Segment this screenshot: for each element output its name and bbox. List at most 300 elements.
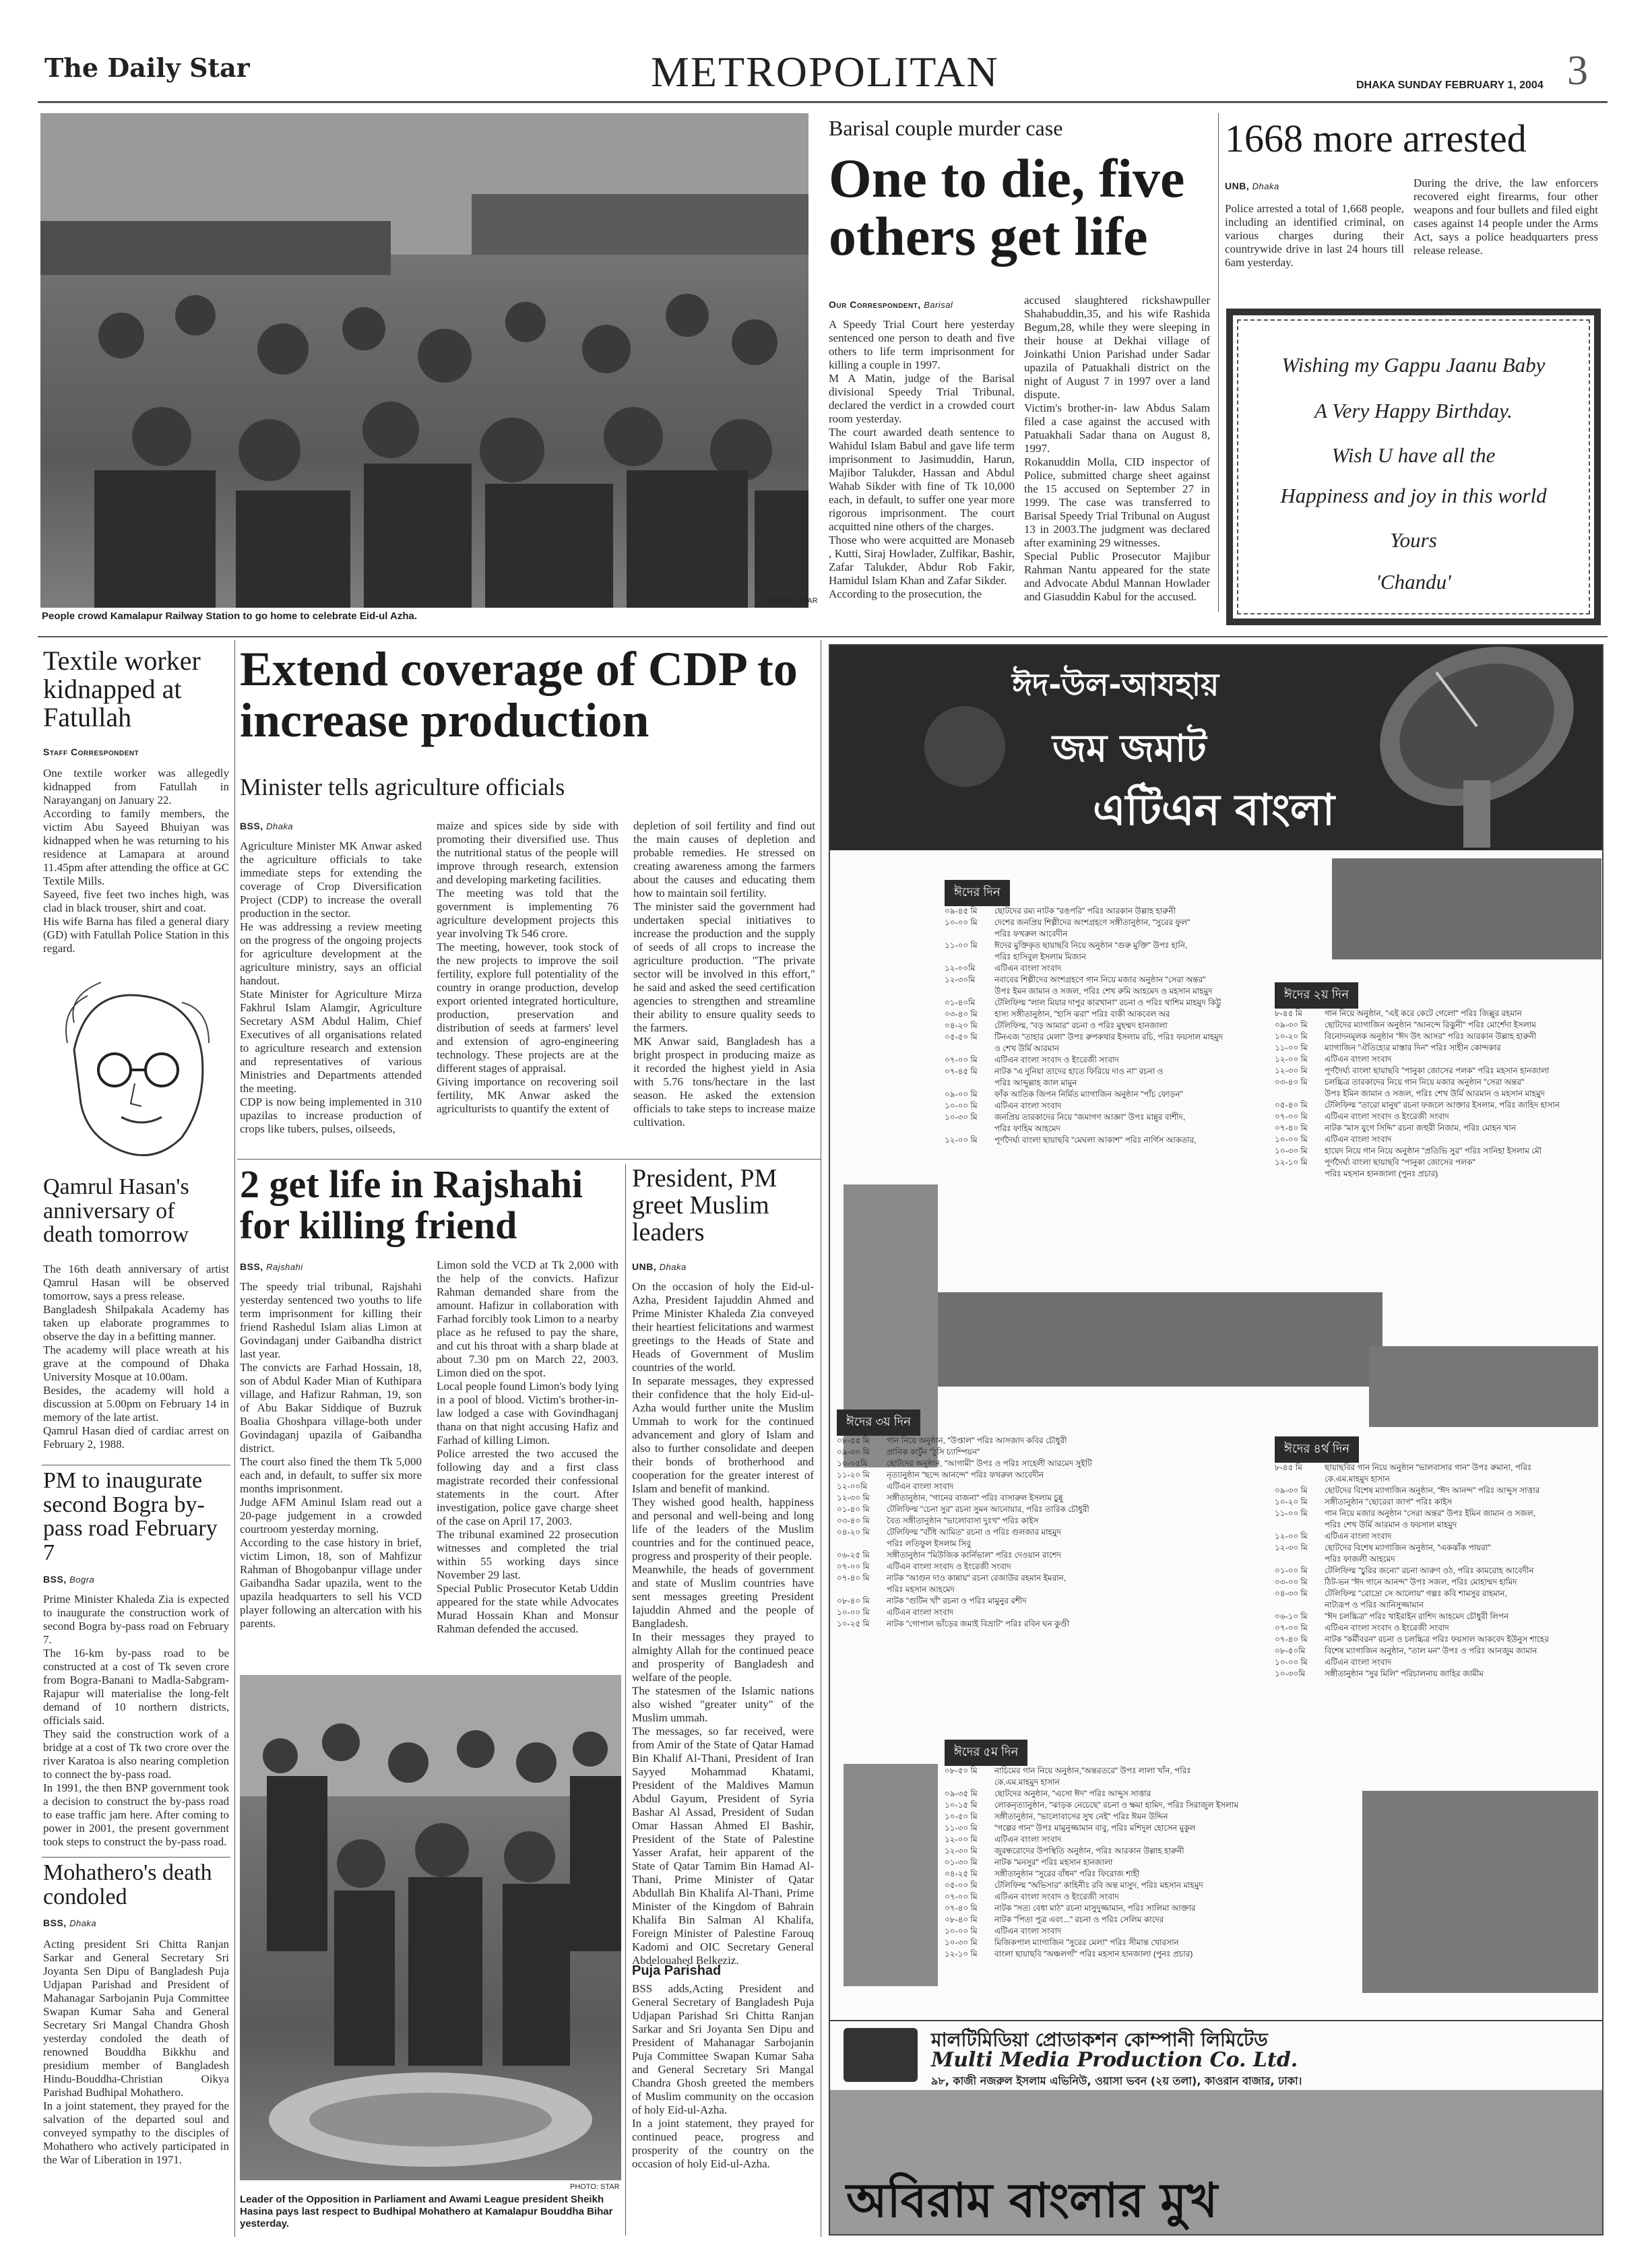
schedule-row (1275, 1542, 1602, 1554)
schedule-program: চলচ্চিত্র তারকাদের নিয়ে গান নিয়ে মজার অনুষ্ঠান "সেরা অন্তর" (1325, 1077, 1525, 1087)
day3-schedule (837, 1435, 1254, 1630)
mohathero-byline-place: Dhaka (69, 1918, 97, 1928)
schedule-time: ০১-৩০ মি (945, 1858, 978, 1867)
schedule-program: বৈত সঙ্গীতানুষ্ঠান "ভালোবাসা দুঃখ" পরিঃ কাইস (887, 1516, 1039, 1525)
schedule-row (1275, 1531, 1602, 1542)
schedule-program: এটিএন বাংলা সংবাদ (1325, 1531, 1392, 1541)
greet-headline: President, PM greet Muslim leaders (632, 1164, 777, 1246)
schedule-time: ০৭-০০ মি (837, 1562, 870, 1571)
schedule-row (1275, 1145, 1602, 1157)
schedule-row (1275, 1611, 1602, 1622)
arrested-byline-source: UNB, (1225, 181, 1250, 191)
schedule-row (1275, 1008, 1602, 1019)
schedule-row (945, 1788, 1356, 1800)
hasina-photo-image (240, 1675, 621, 2180)
day5-schedule (945, 1765, 1356, 1960)
schedule-time: ০৯-৪৫ মি (945, 906, 978, 916)
schedule-program: এটিএন বাংলা সংবাদ (994, 1101, 1062, 1110)
schedule-time: ১০-০০ মি (1275, 1657, 1308, 1667)
schedule-row (1275, 1122, 1602, 1134)
murder-col-1: A Speedy Trial Court here yesterday sentenced one person to death and five others to life term imprisonment for killing a couple in 1997. M A Matin, judge of the Barisal divisional Speedy Trial Tribunal, declared the verdict in a crowded court room yesterday. The court awarded death sentence to Wahidul Islam Babul and gave life term imprisonment to Jasimuddin, Harun, Majibor Talukder, Hassan and Abdul Wahab Sikder with fine of Tk 10,000 each, in default, to suffer one year more rigorous imprisonment. The court acquitted nine others of the charges. Those who were acquitted are Monaseb , Kutti, Siraj Howlader, Zulfikar, Bashir, Zafar Talukder, Abdur Rob Fakir, Hamidul Islam Khan and Zafar Sikder. According to the prosecution, the (829, 318, 1015, 600)
qamrul-body: The 16th death anniversary of artist Qamrul Hasan will be observed tomorrow, says a press release. Bangladesh Shilpakala Academy has taken up elaborate programmes to observe the day in a befitting manner. The academy will place wreath at his grave at the compound of Dhaka University Mosque at 10.00am. Besides, the academy will hold a discussion at 5.00pm on February 14 in memory of the late artist. Qamrul Hasan died of cardiac arrest on February 2, 1988. (43, 1263, 229, 1451)
schedule-time: ০৪-২৫ মি (945, 1869, 978, 1878)
schedule-row (945, 1009, 1322, 1020)
schedule-row (1275, 1634, 1602, 1645)
schedule-row (945, 917, 1322, 928)
schedule-row (837, 1435, 1254, 1447)
day5-photos-right (1362, 1791, 1598, 1993)
schedule-row (837, 1504, 1254, 1515)
schedule-row (1275, 1473, 1602, 1485)
schedule-program: টেলিফিল্ম "তারো মানুষ" রচনা ফজলে আক্তার ইসলাম, পরিঃ জাহিদ হাসান (1325, 1100, 1560, 1110)
schedule-time: ১২-০০ মি (1275, 1054, 1308, 1064)
schedule-time: ১০-০০ মি (945, 1926, 978, 1936)
schedule-row (945, 1868, 1356, 1880)
birthday-ad (1226, 309, 1601, 625)
atn-brand-line: এটিএন বাংলা (1093, 786, 1335, 835)
schedule-program: বিনোদনমূলক অনুষ্ঠান "ঈদ উৎ আসর" পরিঃ আরকান উল্লাহ হারুনী (1325, 1032, 1537, 1041)
day4-schedule (1275, 1462, 1602, 1680)
birthday-ad-line-4: Happiness and joy in this world (1280, 484, 1547, 507)
schedule-program: নাটক "গুটিন খাঁ" রচনা ও পরিঃ মামুনুর রশীদ (887, 1596, 1027, 1606)
schedule-time: ১১-২০ মি (837, 1470, 870, 1480)
schedule-program: পরিঃ আব্দুল্লাহ জাল মামুন (994, 1078, 1077, 1087)
day3-photos (938, 1292, 1383, 1387)
schedule-row (837, 1573, 1254, 1584)
schedule-row (837, 1561, 1254, 1573)
schedule-row (1275, 1462, 1602, 1473)
schedule-program: পরিঃ মহসান হানজালা (পুনঃ প্রচার) (1325, 1169, 1438, 1178)
schedule-row (945, 1089, 1322, 1100)
cdp-byline-place: Dhaka (266, 821, 294, 831)
birthday-ad-line-5: Yours (1390, 528, 1437, 552)
schedule-row (945, 1903, 1356, 1914)
schedule-program: মিজিকপাল ম্যাগাজিন "সুরের মেলা" পরিঃ সীমান্ত খোরসান (994, 1938, 1179, 1947)
schedule-row (945, 1834, 1356, 1845)
bogra-byline (43, 1574, 94, 1585)
schedule-time: ০৫-০০ মি (945, 1880, 978, 1890)
schedule-program: ছোটদের অনুষ্ঠান, "আগামী" উপঃ ও পরিঃ সাহেলী আরমেদ সুইটি (887, 1459, 1092, 1468)
schedule-time: ০৭-৪০ মি (1275, 1635, 1308, 1644)
schedule-time: ১০-০০ মি (837, 1608, 870, 1617)
bogra-byline-place: Bogra (69, 1575, 95, 1585)
rajshahi-headline: 2 get life in Rajshahi for killing friend (240, 1162, 583, 1247)
schedule-time: ০৭-০০ মি (945, 1892, 978, 1901)
schedule-time: ০৭-৪০ মি (1275, 1123, 1308, 1133)
schedule-program: টেলিফিল্ম, "বড় আমার" রচনা ও পরিঃ মুহম্মদ হানজালা (994, 1021, 1168, 1030)
schedule-program: এটিএন বাংলা সংবাদ (1325, 1657, 1392, 1667)
schedule-row (1275, 1168, 1602, 1180)
producer-name-bn: মালটিমিডিয়া প্রোডাকশন কোম্পানী লিমিটেড (931, 2029, 1268, 2051)
schedule-row (1275, 1031, 1602, 1042)
schedule-row (1275, 1554, 1602, 1565)
schedule-row (945, 1811, 1356, 1822)
murder-headline: One to die, five others get life (829, 148, 1185, 267)
schedule-program: সঙ্গীতানুষ্ঠান "মিউজিক কার্নিভাল" পরিঃ দেওয়ান রাশেদ (887, 1550, 1062, 1560)
schedule-row (1275, 1157, 1602, 1168)
atn-mid-line: জম জমাট (1052, 727, 1207, 771)
schedule-row (945, 1845, 1356, 1857)
schedule-program: নাটক "মনসুর" পরিঃ মহসান হানজালা (994, 1858, 1113, 1867)
schedule-row (945, 1857, 1356, 1868)
schedule-time: ০১-৪০ মি (837, 1504, 870, 1514)
schedule-row (945, 1032, 1322, 1043)
day1-schedule (945, 906, 1322, 1146)
schedule-program: ঠিট-ভন "ঈদ গানে আনন্দ" উপঃ সজল, পরিঃ মোহাম্মদ হামিদ (1325, 1577, 1517, 1587)
schedule-row (1275, 1508, 1602, 1519)
schedule-row (1275, 1519, 1602, 1531)
schedule-program: পরিঃ মহসান আহমেদ (887, 1585, 955, 1594)
schedule-program: নাটক "মাস যুগে সিদ্দি" রচনা জহুরী নিজাম, পরিঃ মোহন খান (1325, 1123, 1516, 1133)
mohathero-byline (43, 1917, 96, 1928)
slogan-text: অবিরাম বাংলার মুখ (846, 2173, 1218, 2228)
schedule-program: জুরন্ধরোদের উপস্থিতি অনুষ্ঠান, পরিঃ আরকান উল্লাহ হারুনী (994, 1846, 1184, 1856)
schedule-time: ০৩-৪০ মি (837, 1516, 870, 1525)
schedule-program: এটিএন বাংলা সংবাদ (887, 1482, 954, 1491)
schedule-time: ০৬-২৫ মি (837, 1550, 870, 1560)
murder-kicker: Barisal couple murder case (829, 116, 1063, 140)
schedule-program: পরিঃ লতিফুল ইসলাম সিবু (887, 1539, 971, 1548)
schedule-program: সঙ্গীতানুষ্ঠান "ছোরেরা জাগ" পরিঃ কাইস (1325, 1497, 1453, 1507)
producer-block (830, 2020, 1602, 2089)
schedule-row (1275, 1588, 1602, 1599)
schedule-time: ১২-০০ মি (945, 1135, 978, 1145)
murder-byline-source: Our Correspondent, (829, 299, 921, 310)
hasina-photo-caption: Leader of the Opposition in Parliament and Awami League president Sheikh Hasina pays last respect to Budhipal Mohathero at Kamalapur Bouddha Bihar yesterday. (240, 2194, 613, 2229)
murder-col-2: accused slaughtered rickshawpuller Shahabuddin,35, and his wife Rashida Begum,28, while they were sleeping in their house at Dekhai village of Joinkathi Union Parishad under Sadar upazila of Patuakhali district on the night of August 7 in 1997 over a land dispute. Victim's brother-in- law Abdus Salam filed a case against the accused with Patuakhali Sadar thana on August 8, 1997. Rokanuddin Molla, CID inspector of Police, submitted charge sheet against the 15 accused on September 27 in 1999. The case was transferred to Barisal Speedy Trial Tribunal on August 13 in 2003.The judgment was declared after examining 29 witnesses. Special Public Prosecutor Majibur Rahman Nantu appeared for the state and Advocate Abdul Mannan Howlader and Giasuddin Kabul for the accused. (1024, 294, 1210, 603)
schedule-program: টেলিফিল্ম "অভিসার" কাহিনীঃ রবি অন্ত মাসুদ, পরিঃ মহসান মাহমুদ (994, 1880, 1203, 1890)
schedule-time: ১২-০০মি (837, 1482, 868, 1491)
schedule-program: ছোটদের ম্যাগাজিন অনুষ্ঠান "আনন্দে রিঝুনী" পরিঃ মোর্শেদা ইসলাম (1325, 1020, 1536, 1029)
schedule-row (1275, 1668, 1602, 1680)
schedule-program: ফাঁক আতিক জিপন নির্মিত ম্যাগাজিন অনুষ্ঠান "পাঁচ ফোড়ন" (994, 1089, 1183, 1099)
schedule-program: পূর্ণদৈর্ঘ্য বাংলা ছায়াছবি "পানুকা জোসের পলক" পরিঃ মহসান হানজালা (1325, 1066, 1550, 1075)
schedule-time: ১০-৫০ মি (945, 1812, 978, 1821)
schedule-time: ০৭-৪০ মি (945, 1903, 978, 1913)
schedule-time: ১২-৩০ মি (1275, 1066, 1308, 1075)
schedule-time: ০৪-২০ মি (837, 1527, 870, 1537)
schedule-row (1275, 1065, 1602, 1077)
schedule-program: এটিএন বাংলা সংবাদ (994, 963, 1062, 973)
schedule-program: টেলিফিল্ম "চেনা সুর" রচনা সুমন আনোয়ার, পরিঃ তারিক চৌধুরী (887, 1504, 1089, 1514)
schedule-row (837, 1595, 1254, 1607)
hasina-photo-credit: PHOTO: STAR (570, 2183, 620, 2191)
schedule-row (945, 1880, 1356, 1891)
greet-body: On the occasion of holy the Eid-ul-Azha, President Iajuddin Ahmed and Prime Minister Khaleda Zia conveyed their heartiest felicitations and warmest greetings to the Heads of State and Heads of Government of Muslim countries of the world. In separate messages, they expressed their confidence that the holy Eid-ul-Azha would further unite the Muslim Ummah to work for the continued advancement and glory of Islam and also to further consolidate and deepen their bonds of brotherhood and cooperation for the greater interest of Islam and benefit of mankind. They wished good health, happiness and personal and well-being and long life of the leaders of the Muslim countries and for the continued peace, progress and prosperity of their people. Meanwhile, the heads of government and state of Muslim countries have sent messages greeting President Iajuddin Ahmed and the people of Bangladesh. In their messages they prayed to almighty Allah for the continued peace and prosperity of Bangladesh and welfare of the people. The statesmen of the Islamic nations also wished "greater unity" of the Muslim ummah. The messages, so far received, were from Amir of the State of Qatar Hamad Bin Khalif Al-Thani, President of Iran Sayyed Mohammad Khatami, President of the Maldives Mamun Abdul Gayum, President of Syria Bashar Al Assad, President of Sudan Omar Hassan Ahmed El Bashir, President of the State of Palestine Yasser Arafat, heir apparent of the State of Qatar Tamim Bin Hamad Al-Thani, Prime Minister of Qatar Abdullah Bin Khalifa Al-Thani, Prime Minister of the Kingdom of Bahrain Khalifa Bin Salman Al Khalifa, Foreign Minister of Palestine Farouq Kadomi and OIC Secretary General Abdelouahed Belkeziz. (632, 1280, 814, 1967)
schedule-time: ০৭-০০ মি (1275, 1112, 1308, 1121)
schedule-program: লোকনৃত্যানুষ্ঠান, "ঝাড়ক নেচেছে" রচনা ও ক্ষমা হামিদ, পরিঃ সিরাজুল ইসলাম (994, 1800, 1239, 1810)
schedule-row (945, 1914, 1356, 1926)
schedule-time: ০৯-৩০ মি (1275, 1486, 1308, 1495)
schedule-row (837, 1515, 1254, 1527)
schedule-program: উপঃ ইমন জামান ও সজল, পরিঃ শেখ রুমি আহমেদ ও মহসান মাহমুদ (994, 986, 1213, 996)
birthday-ad-line-1: Wishing my Gappu Jaanu Baby (1281, 353, 1546, 377)
schedule-row (1275, 1485, 1602, 1496)
schedule-time: ১২-০০ মি (1275, 1531, 1308, 1541)
schedule-program: এটিএন বাংলা সংবাদ (1325, 1054, 1392, 1064)
schedule-program: কে.এম.মাহমুদ হাসান (994, 1777, 1060, 1787)
cdp-byline (240, 821, 293, 831)
schedule-row (1275, 1657, 1602, 1668)
schedule-time: ০৬-১০ মি (1275, 1612, 1308, 1621)
rajshahi-byline-place: Rajshahi (266, 1262, 303, 1272)
schedule-program: জনপ্রিয় তারকাদের নিয়ে "জমাগণ আজ্ঞা" উপঃ মান্নুর বাশীদ, (994, 1112, 1186, 1122)
schedule-time: ১০-২০ মি (1275, 1497, 1308, 1507)
schedule-row (945, 1822, 1356, 1834)
birthday-ad-line-2: A Very Happy Birthday. (1314, 399, 1513, 422)
cdp-col-2: maize and spices side by side with promoting their diversified use. Thus the nutritional status of the people will improve through research, extension and developing marketing facilities. The meeting was told that the government is implementing 76 agriculture development projects this year involving Tk 546 crore. The meeting, however, took stock of the new projects to improve the soil fertility, explore full potentiality of the country in orange production, develop export oriented integrated horticulture, production, preservation and distribution of seeds at farmers' level and extension of agro-engineering technology. These projects are at the different stages of appraisal. Giving importance on recovering soil fertility, MK Anwar asked the agriculturists to quantify the extent of (437, 819, 618, 1115)
portrait-sketch-icon (47, 969, 226, 1171)
schedule-row (945, 974, 1322, 986)
schedule-program: নাটক "কর্মীবরন" রচনা ও চলচ্চিত্র পরিঃ ফয়সাল আকবেদ ইউনুস শাহের (1325, 1635, 1549, 1644)
station-photo-credit: PHOTO: STAR (768, 597, 818, 605)
schedule-time: ৮-৪৫ মি (1275, 1009, 1302, 1018)
greet-byline-place: Dhaka (659, 1262, 687, 1272)
murder-byline (829, 299, 953, 310)
schedule-row (1275, 1134, 1602, 1145)
schedule-time: ১০-০০ মি (945, 1101, 978, 1110)
schedule-time: ১১-০০ মি (1275, 1509, 1308, 1518)
schedule-row (837, 1607, 1254, 1618)
schedule-time: ১০-৩০মি (1275, 1669, 1306, 1678)
schedule-program: এটিএন বাংলা সংবাদ (994, 1926, 1062, 1936)
schedule-row (1275, 1111, 1602, 1122)
paper-logo: The Daily Star (44, 53, 250, 83)
schedule-time: ০৭-৪০ মি (837, 1573, 870, 1583)
schedule-time: ০৪-৩০ মি (1275, 1589, 1308, 1598)
schedule-program: এটিএন বাংলা সংবাদ ও ইংরেজী সংবাদ (994, 1892, 1119, 1901)
schedule-program: সঙ্গীতানুষ্ঠান, "ভালোবাসের সুখ নেই" পরিঃ ঈমন উদ্দিন (994, 1812, 1168, 1821)
schedule-time: ৮-৪৫ মি (1275, 1463, 1302, 1472)
schedule-time: ০৮-৪০ মি (945, 1915, 978, 1924)
schedule-row (945, 1135, 1322, 1146)
schedule-time: ১২-৩০ মি (837, 1493, 870, 1502)
bogra-byline-source: BSS, (43, 1574, 67, 1585)
schedule-time: ০৫-৫০ মি (945, 1032, 978, 1042)
schedule-program: ছোটদের বিশেষ ম্যাগাজিন অনুষ্ঠান, "একঝাঁক পায়রা" (1325, 1543, 1491, 1552)
schedule-time: ০১-৪০মি (945, 998, 976, 1007)
schedule-program: প্রানিক কার্টুন "ঠুসি চ্যাম্পিয়ন" (887, 1447, 980, 1457)
schedule-time: ১১-০০ মি (1275, 1043, 1308, 1052)
schedule-program: এটিএন বাংলা সংবাদ ও ইংরেজী সংবাদ (994, 1055, 1119, 1065)
schedule-program: কে.এম.মাহমুদ হাসান (1325, 1474, 1390, 1484)
day4-photos (1369, 1346, 1598, 1427)
schedule-program: বাংলা ছায়াছবি "অঞ্চলগাঁ" পরিঃ মহসান হানজালা (পুনঃ প্রচার) (994, 1949, 1193, 1959)
schedule-program: নাটক "আগুন দাও কান্নায়" রচনা রেজাউর রহমান ইমরান, (887, 1573, 1067, 1583)
schedule-time: ০৭-৪৫ মি (945, 1067, 978, 1076)
puja-title: Puja Parishad (632, 1963, 722, 1978)
schedule-program: পূর্ণদৈর্ঘ্য বাংলা ছায়াছবি "পানুকা জোসের পলক" (1325, 1158, 1475, 1167)
day2-rows (1275, 1008, 1602, 1180)
murder-byline-place: Barisal (924, 300, 953, 310)
schedule-time: ১১-০০ মি (945, 941, 978, 950)
schedule-program: বিশেষ ম্যাগাজিন অনুষ্ঠান, "তাল মন" উপঃ ও পরিঃ আনজুম জামান (1325, 1646, 1537, 1655)
greet-byline-source: UNB, (632, 1261, 657, 1272)
schedule-program: গান নিয়ে মজার অনুষ্ঠান "সেরা অন্তর" উপঃ ইমিন জামান ও সজল, (1325, 1509, 1536, 1518)
schedule-program: সঙ্গীতানুষ্ঠান, "গানের বাজনা" পরিঃ বাসারুল ইসলাম চুন্নু (887, 1493, 1063, 1502)
schedule-row (945, 1800, 1356, 1811)
schedule-program: ছোটদের বিশেষ ম্যাগাজিন অনুষ্ঠান, "ঈদ আনন্দ" পরিঃ আব্দুস সাত্তার (1325, 1486, 1540, 1495)
schedule-program: টিনএজ "তাহার মেলা" উপঃ রুপকথার ইসলাম রচি, পরিঃ ফয়সাল মাহমুদ (994, 1032, 1224, 1042)
schedule-row (945, 986, 1322, 997)
schedule-program: নাট্যরূপ ও পরিঃ আনিসুজ্জামান (1325, 1600, 1424, 1610)
schedule-row (837, 1492, 1254, 1504)
cdp-subhead: Minister tells agriculture officials (240, 773, 565, 800)
textile-byline: Staff Correspondent (43, 747, 139, 757)
schedule-row (945, 940, 1322, 951)
schedule-row (1275, 1077, 1602, 1088)
arrested-col-1: Police arrested a total of 1,668 people, including an identified criminal, on various charges during their countrywide drive in last 24 hours till 6am yesterday. (1225, 202, 1407, 269)
schedule-time: ১০-২৫ মি (837, 1619, 870, 1628)
schedule-row (837, 1481, 1254, 1492)
schedule-program: এটিএন বাংলা সংবাদ ও ইংরেজী সংবাদ (1325, 1112, 1449, 1121)
schedule-program: নবাবের শিল্পীদের অংশগ্রহণে গান নিয়ে মজার অনুষ্ঠান "সেরা অন্তর" (994, 975, 1206, 984)
col-rule-left (234, 640, 235, 2237)
schedule-program: ও শেখ উর্মি আরমান (994, 1044, 1060, 1053)
day1-rows (945, 906, 1322, 1146)
atn-ad (829, 644, 1603, 2236)
bogra-body: Prime Minister Khaleda Zia is expected to inaugurate the construction work of second Bogra by-pass road on February 7. The 16-km by-pass road to be constructed at a cost of Tk seven crore from Bogra-Banani to Madla-Sabgram-Rajapur will materialise the long-felt demand of 10 northern districts, officials said. They said the construction work of a bridge at a cost of Tk two crore over the river Karatoa is also nearing completion to connect the by-pass road. In 1991, the then BNP government took a decision to construct the by-pass road to ease traffic jam here. After coming to power in 2001, the present government took steps to construct the by-pass road. (43, 1593, 229, 1848)
atn-top-line: ঈদ-উল-আযহায় (1012, 666, 1219, 703)
schedule-time: ০৩-৪০ মি (945, 1009, 978, 1019)
schedule-program: এটিএন বাংলা সংবাদ (1325, 1135, 1392, 1144)
arrested-byline (1225, 181, 1279, 191)
schedule-row (945, 963, 1322, 974)
schedule-row (945, 1123, 1322, 1135)
schedule-time: ০৭-০০ মি (1275, 1623, 1308, 1632)
schedule-time: ০৮-৫০ মি (945, 1766, 978, 1775)
schedule-time: ০৫-৪০ মি (1275, 1100, 1308, 1110)
schedule-time: ১০-৩০ মি (945, 1112, 978, 1122)
rajshahi-byline-source: BSS, (240, 1261, 263, 1272)
schedule-row (1275, 1019, 1602, 1031)
schedule-row (945, 906, 1322, 917)
mohathero-headline: Mohathero's death condoled (43, 1860, 212, 1909)
schedule-row (837, 1584, 1254, 1595)
schedule-program: পরিঃ ফাজলী আহমেদ (1325, 1554, 1395, 1564)
schedule-time: ১০-০০ মি (945, 918, 978, 927)
schedule-time: ১২-৩০মি (945, 975, 976, 984)
arrested-headline: 1668 more arrested (1225, 117, 1527, 160)
schedule-time: ০৩-৪০ মি (1275, 1077, 1308, 1087)
mohathero-byline-source: BSS, (43, 1917, 67, 1928)
schedule-time: ০৪-২০ মি (945, 1021, 978, 1030)
rajshahi-col-1: The speedy trial tribunal, Rajshahi yesterday sentenced two youths to life term imprisonment for killing their friend Rashedul Islam alias Limon at Govindaganj under Gaibandha district last year. The convicts are Farhad Hossain, 18, son of Abdul Kader Mian of Kuthipara village, and Hafizur Rahman, 19, son of Abu Bakar Siddique of Buzruk Boalia Ghoshpara village-both under Govindaganj upazila of Gaibandha district. The court also fined the them Tk 5,000 each and, in default, to suffer six more months imprisonment. Judge AFM Aminul Islam read out a 20-page judgement in a crowded courtroom yesterday morning. According to the case history in brief, victim Limon, 18, son of Mahfizur Rahman of Bhogobanpur village under Gaibandha Sadar upazila, went to the upazila headquarters to sell his VCD player following an altercation with his parents. (240, 1280, 422, 1630)
schedule-time: ১২-৩০ মি (1275, 1543, 1308, 1552)
col-rule-greet (625, 1164, 626, 2236)
schedule-program: ম্যাগাজিন "ঐতিহ্যের মাস্তার দিন" পরিঃ সাহীন কোন্দকার (1325, 1043, 1501, 1052)
schedule-time: ১২-০০মি (945, 963, 976, 973)
day3-label: ঈদের ৩য় দিন (837, 1409, 920, 1436)
schedule-program: পরিঃ ফাহিম আহমেদ (994, 1124, 1060, 1133)
mid-rule-1 (237, 1159, 821, 1160)
cdp-headline: Extend coverage of CDP to increase production (240, 642, 798, 747)
cdp-byline-source: BSS, (240, 821, 263, 831)
schedule-row (945, 1066, 1322, 1077)
textile-headline: Textile worker kidnapped at Fatullah (43, 645, 201, 732)
bogra-headline: PM to inaugurate second Bogra by-pass road February 7 (43, 1468, 218, 1566)
day5-photos-left (844, 1764, 938, 1986)
schedule-time: ১০-০৫মি (837, 1459, 868, 1468)
schedule-row (945, 1926, 1356, 1937)
schedule-program: পরিঃ হাসিবুল ইসলাম মিজান (994, 952, 1087, 961)
slogan-band (830, 2090, 1602, 2234)
rajshahi-col-2: Limon sold the VCD at Tk 2,000 with the help of the convicts. Hafizur Rahman demanded share from the amount. Hafizur in collaboration with Farhad forcibly took Limon to a nearby place as he refused to pay the share, and cut his throat with a sharp blade at about 7.30 pm on March 22, 2003. Limon died on the spot. Local people found Limon's body lying in a pool of blood. Victim's brother-in-law lodged a case with Govindhaganj thana on that night accusing Hafiz and Farhad of killing Limon. Police arrested the two accused the following day and a first class magistrate recorded their confessional statements in the court. After investigation, police gave charge sheet of the case on April 17, 2003. The tribunal examined 22 prosecution witnesses and completed the trial within 55 working days since November 29 last. Special Public Prosecutor Ketab Uddin appeared for the state while Advocates Murad Hossain Khan and Monsur Rahman defended the accused. (437, 1259, 618, 1635)
schedule-time: ০৮-৫০মি (1275, 1646, 1306, 1655)
cdp-col-1: Agriculture Minister MK Anwar asked the agriculture officials to take immediate steps for extending the coverage of Crop Diversification Project (CDP) to increase the overall production in the sector. He was addressing a review meeting on the progress of the ongoing projects for agriculture development at the agriculture ministry, says an official handout. State Minister for Agriculture Mirza Fakhrul Islam Alamgir, Agriculture Secretary ASM Abdul Halim, Chief Executives of all organisations related to agriculture research and extension and representatives of various Ministries and Departments attended the meeting. CDP is now being implemented in 310 upazilas to increase production of crops like tubers, pulses, oilseeds, (240, 839, 422, 1135)
atn-banner (830, 645, 1602, 850)
day4-label: ঈদের ৪র্থ দিন (1275, 1436, 1359, 1463)
producer-name-en: Multi Media Production Co. Ltd. (931, 2048, 1298, 2072)
schedule-program: গান নিয়ে অনুষ্ঠান, "উপ্তাল" পরিঃ আসজাদ কবির চৌধুরী (887, 1436, 1067, 1445)
schedule-row (1275, 1577, 1602, 1588)
schedule-time: ০৯-৩০ মি (837, 1447, 870, 1457)
schedule-time: ১২-১০ মি (1275, 1158, 1308, 1167)
schedule-row (837, 1447, 1254, 1458)
textile-body: One textile worker was allegedly kidnapped from Fatullah in Narayanganj on January 22. According to family members, the victim Abu Sayeed Bhuiyan was kidnapped when he was returning to his residence at Lamapara at around 11.45pm after attending the office at GC Textile Mills. Sayeed, five feet two inches high, was clad in black trouser, shirt and coat. His wife Barna has filed a general diary (GD) with Fatullah Police Station in this regard. (43, 767, 229, 955)
schedule-program: নৃত্যানুষ্ঠান "ছন্দে আনন্দে" পরিঃ ফখরুল আবেদীন (887, 1470, 1044, 1480)
schedule-row (1275, 1622, 1602, 1634)
schedule-time: ০৯-৩৫ মি (945, 1789, 978, 1798)
schedule-row (945, 1054, 1322, 1066)
day5-label: ঈদের ৫ম দিন (945, 1740, 1027, 1766)
schedule-program: ছোটদের অনুষ্ঠান, "এসো ঈদ" পরিঃ আব্দুস সাত্তার (994, 1789, 1151, 1798)
schedule-row (945, 1043, 1322, 1054)
schedule-program: টেলিফিল্ম "চুরির জন্যে" রচনা আরুণ ওঠ, পরিঃ কামরোহ আবেদীন (1325, 1566, 1534, 1575)
schedule-row (945, 1112, 1322, 1123)
schedule-row (945, 997, 1322, 1009)
schedule-program: এটিএন বাংলা সংবাদ (994, 1835, 1062, 1844)
schedule-time: ১১-৩০ মি (945, 1823, 978, 1833)
schedule-program: নাটক "গোপাল ভাঁড়ের জমাই বিভ্রাট" পরিঃ রবিন ঘন কুণ্ডী (887, 1619, 1070, 1628)
schedule-program: এটিএন বাংলা সংবাদ ও ইংরেজী সংবাদ (1325, 1623, 1449, 1632)
schedule-program: "ঈদ চলচ্চিত্র" পরিঃ খাইরাইন রাশিদ আহমেদ চৌধুরী লিপন (1325, 1612, 1509, 1621)
left-rule-3 (42, 1857, 230, 1858)
schedule-time: ১২-০০ মি (945, 1835, 978, 1844)
schedule-program: নাটক "পিতা পুত্র এবং..." রচনা ও পরিঃ সেলিম কাদের (994, 1915, 1164, 1924)
schedule-row (837, 1550, 1254, 1561)
day2-schedule (1275, 1008, 1602, 1180)
page-number: 3 (1567, 48, 1588, 94)
schedule-time: ০৭-০০ মি (945, 1055, 978, 1065)
puja-body: BSS adds,Acting President and General Secretary of Bangladesh Puja Udjapan Parishad Sri Chitta Ranjan Sarkar and Sri Joyanta Sen Dipu and President of Mahanagar Sarbojanin Puja Committee Swapan Kumar Saha and General Secretary Sri Mangal Chandra Ghosh greeted the members of Muslim community on the occasion of holy Eid-ul-Azha. In a joint statement, they prayed for continued peace, progress and prosperity of the country on the occasion of holy Eid-ul-Azha. (632, 1982, 814, 2170)
day1-photos (1332, 858, 1601, 959)
day1-label: ঈদের দিন (945, 880, 1010, 906)
schedule-row (945, 1765, 1356, 1777)
schedule-row (837, 1527, 1254, 1538)
producer-address: ৯৮, কাজী নজরুল ইসলাম এভিনিউ, ওয়াসা ভবন (২য় তলা), কাওরান বাজার, ঢাকা। (931, 2074, 1302, 2087)
schedule-time: ১০-৩০ মি (945, 1938, 978, 1947)
station-photo-caption: People crowd Kamalapur Railway Station to go home to celebrate Eid-ul Azha. (42, 610, 418, 622)
station-photo-image (40, 113, 808, 608)
schedule-row (945, 951, 1322, 963)
schedule-row (837, 1538, 1254, 1550)
schedule-row (1275, 1496, 1602, 1508)
schedule-program: গান নিয়ে অনুষ্ঠান, "এই করে কেটে গেলো" পরিঃ জিল্লুর রহমান (1325, 1009, 1522, 1018)
schedule-program: হায়েদ নিয়ে গান নিয়ে অনুষ্ঠান "প্রতিভি সুর" পরিঃ সানিহা ইসলাম মৌ (1325, 1146, 1542, 1155)
schedule-program: টেলিফিল্ম "লাল মিয়ার দাপুর কারখানা" রচনা ও পরিঃ থাশিম মাহমুদ কিট্টু (994, 998, 1221, 1007)
schedule-time: ১০-১৫ মি (945, 1800, 978, 1810)
schedule-program: নাচিমের গান নিয়ে অনুষ্ঠান,"অন্তরতরে" উপঃ লালা খাঁন, পরিঃ (994, 1766, 1191, 1775)
schedule-time: ১০-৩০ মি (1275, 1146, 1308, 1155)
col-rule-1 (1218, 113, 1219, 612)
schedule-row (1275, 1645, 1602, 1657)
schedule-row (1275, 1100, 1602, 1111)
schedule-time: ১০-০০ মি (1275, 1135, 1308, 1144)
schedule-row (1275, 1599, 1602, 1611)
schedule-row (1275, 1054, 1602, 1065)
arrested-byline-place: Dhaka (1252, 181, 1279, 191)
